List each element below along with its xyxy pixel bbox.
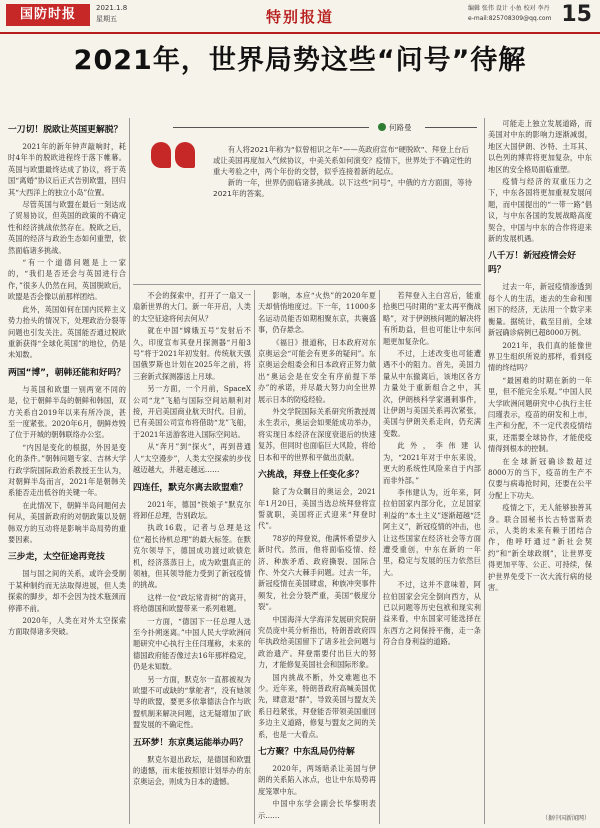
article-paragraph: 78岁的拜登说，他满怀希望步入新时代。然而，他将面临疫情、经济、种族矛盾、政府撕裂、国际合作、外交六大棘手问题。过去一年，新冠疫情在美国肆虐，种族冲突事件频发，社会分裂严重，美国“极度分裂”。 [258, 533, 376, 612]
intro-box [133, 118, 481, 285]
article-paragraph: 执政16载，记者与总理是这位“超长待机总理”的最大标签。在默克尔领导下，德国成功渡过欧债危机，经济蒸蒸日上，成为欧盟真正的领袖，但其领导能力受到了新冠疫情的挑战。 [133, 523, 251, 590]
column-divider [379, 290, 380, 824]
article-paragraph: 不过，这并不意味着，阿拉伯国家会完全倒向西方，从已以问题等历史包袱和现实利益来看，中东国家可能选择在东西方之间保持平衡，走一条符合自身利益的道路。 [383, 580, 481, 647]
subheading: 六挑战，拜登上任变化多？ [258, 470, 364, 481]
article-paragraph: 影响，本应“火热”的2020年夏天却悄悄地度过。下一年，11000多名运动员能否如期相聚东京，共襄盛事，仍存悬念。 [258, 291, 376, 335]
issue-weekday: 星期五 [96, 15, 117, 23]
article-paragraph: 在全球新冠确诊数超过8000万的当下，疫苗的生产不仅要与病毒抢时间，还要在公平分配上下功夫。 [488, 456, 592, 500]
issue-date: 2021.1.8 [96, 4, 128, 12]
subheading: 一刀切！脱欧让英国更解脱？ [8, 125, 123, 135]
article-paragraph: 不会的探索中，打开了一扇又一扇新世界的大门。新一年开启，人类的太空征途将何去何从？ [133, 291, 251, 323]
article-paragraph: 另一方面，默克尔一直都被视为欧盟不可或缺的“掌舵者”，没有她领导的欧盟，要更多依靠德法合作与欧盟机制来解决问题，这无疑增加了欧盟发展的不确定性。 [133, 674, 251, 730]
article-column-1 [8, 118, 126, 824]
article-paragraph: 另一方面，一个月前，SpaceX公司“龙”飞船与国际空间站顺利对接，开启美国商业航天时代。目前，已有美国公司宣布将借助“龙”飞船，于2021年送游客进入国际空间站。 [133, 384, 251, 439]
subheading: 七方聚？中东乱局仍待解 [258, 747, 355, 758]
article-column-3 [258, 290, 376, 824]
subheading: 两国“博”，朝韩还能和好吗？ [8, 367, 126, 378]
article-paragraph: 2021年的新年钟声敲响时，耗时4年半的脱欧进程终于落下帷幕。英国与欧盟最终达成了协议，将于英国“离婚”协议后正式告别欧盟，回归其“大西洋上的独立小岛”位置。 [8, 142, 126, 197]
article-paragraph: 外交学院国际关系研究所教授周永生表示，奥运会如果能成功举办，将实现日本经济在深度衰退后的快速复苏，但同时也面临巨大风险，将给日本和平的世界和平做出贡献。 [258, 407, 376, 462]
source-note: （据中国新闻网） [541, 815, 590, 822]
intro-paragraph: 有人将2021年称为“似曾相识之年”——英政府宣布“硬脱欧”、拜登上台后或让美国再度加入气候协议，中美关系如何演变？疫情下，世界处于不确定性的重大考验之中，两个年份的交替，似乎连接着新的起点。 [213, 145, 472, 176]
article-paragraph: 疫情与经济的双重压力之下，中东各国将更加重视发展问题，而中国提出的“一带一路”倡议，与中东各国的发展战略高度契合，中国与中东的合作将迎来新的发展机遇。 [488, 177, 592, 244]
article-paragraph: 李伟建认为，近年来，阿拉伯国家内部分化，立足国家利益的“本土主义”逐渐超越“泛阿主义”，新冠疫情的冲击，也让这些国家在经济社会等方面遭受重创，中东在新的一年里，稳定与发展的压力依然巨大。 [383, 487, 481, 577]
article-paragraph: 尽管英国与欧盟在最后一刻达成了贸易协议，但英国的政策的不确定性和经济挑战依然存在。脱欧之后，英国的经济与政治生态如何重塑，依然面临诸多挑战。 [8, 200, 126, 255]
newspaper-logo: 国防时报 [6, 4, 90, 26]
section-title: 特别报道 [265, 8, 334, 26]
article-paragraph: “内因是变化的根据，外因是变化的条件。”朝韩问题专家、吉林大学行政学院国际政治系教授王生认为，对朝鲜半岛而言，2021年是朝韩关系能否走出低谷的关键一年。 [8, 442, 126, 498]
article-paragraph: 若拜登入主白宫后，能重拾奥巴马时期的“亚太再平衡战略”，对于伊朗核问题的解决将有所助益，但也可能让中东问题更加复杂化。 [383, 291, 481, 346]
article-paragraph: 国与国之间的关系，或许会受制于某种制约而无法取得进展，但人类探索的脚步，却不会因为技术瓶颈而停滞不前。 [8, 569, 126, 613]
article-paragraph: 疫情之下，无人能够独善其身。联合国秘书长古特雷斯表示，人类的未来有赖于团结合作，他呼吁通过“新社会契约”和“新全球政纲”，让世界变得更加平等、公正、可持续，保护世界免受下一次大流行病的侵害。 [488, 503, 592, 593]
article-paragraph: 一方面，“德国下一任总理人选至今扑朔迷离。”中国人民大学欧洲问题研究中心执行主任闫瑾称，未来的德国政府能否像过去16年那样稳定，仍是未知数。 [133, 616, 251, 672]
article-paragraph: 2020年，人类在对外太空探索方面取得诸多突破。 [8, 616, 126, 637]
subheading: 八千万！新冠疫情会好吗？ [488, 251, 576, 276]
byline [378, 122, 412, 133]
article-paragraph: “最困难的时期在新的一年里，但不能完全乐观。”中国人民大学欧洲问题研究中心执行主任闫瑾表示，疫苗的研发和上市，生产和分配，不一定代表疫情结束，还需要全球协作，才能使疫情得到根本的控制。 [488, 375, 592, 454]
article-column-4 [383, 290, 481, 824]
article-paragraph: 默克尔退出政坛，是德国和欧盟的遗憾，而未能按照原计划举办的东京奥运会，则成为日本的遗憾。 [133, 754, 251, 787]
article-column-5 [488, 118, 592, 824]
subheading: 五环梦！东京奥运能举办吗？ [133, 737, 248, 748]
article-paragraph: 中国中东学会副会长华黎明表示…… [258, 799, 376, 820]
article-paragraph: 过去一年，新冠疫情渗透到每个人的生活，逝去的生命和围困下的经济，无法用一个数字来衡量。据统计，截至目前，全球新冠确诊病例已超8000万例。 [488, 282, 592, 338]
article-paragraph: 可能走上独立发展道路，而美国对中东的影响力逐渐减弱，地区大国伊朗、沙特、土耳其、以色列的博弈将更加复杂，中东地区的安全格局面临重塑。 [488, 119, 592, 174]
article-paragraph: 中国海洋大学海洋发展研究院研究员庞中英分析指出，特朗普政府四年执政给美国留下了诸多社会问题与政治遗产。拜登需要付出巨大的努力，才能修复美国社会和国际形象。 [258, 614, 376, 670]
editor-names: 编辑 张伟 设计 小鱼 校对 李丹 [468, 5, 550, 12]
article-paragraph: “有一个道德问题是上一家的，“我们是否还会与英国进行合作，”很多人仍然在问，英国脱欧后，欧盟是否会像以前那样团结。 [8, 258, 126, 302]
subheading: 三步走，太空征途再竞技 [8, 552, 105, 563]
article-paragraph: 2020年，两场暗杀让美国与伊朗的关系陷入冰点，也让中东局势再度笼罩中东。 [258, 764, 376, 796]
byline-author: 何路曼 [389, 123, 412, 132]
page-number: 15 [561, 2, 592, 27]
quote-mark-icon [147, 138, 201, 192]
intro-paragraph: 新的一年，世界仍面临诸多挑战。以下这些“问号”，中俄的方方面面，等待2021年的答案。 [213, 178, 472, 198]
article-paragraph: 从“奔月”到“探火”，再到普通人“太空漫步”，人类太空探索的步伐越迈越大，并越走越远…… [133, 442, 251, 475]
article-paragraph: 这样一位“政坛常青树”的离开，将给德国和欧盟带来一系列难题。 [133, 592, 251, 614]
article-paragraph: 与英国和欧盟一别两宽不同的是，位于朝鲜半岛的朝鲜和韩国，双方关系自2019年以来有所冷淡，甚至一度紧张。2020年6月，朝鲜炸毁了位于开城的朝韩联络办公室。 [8, 384, 126, 440]
article-paragraph: 此外，李伟建认为，“2021年对于中东来说，更大的系统性风险来自于内部而非外部。” [383, 441, 481, 485]
article-paragraph: 此外，英国如何在国内民粹主义势力抬头的情况下，处理政治分裂等问题也引发关注。英国能否通过脱欧重新获得“全球化英国”的地位，仍是未知数。 [8, 304, 126, 360]
article-paragraph: 2021年，我们真的能像世界卫生组织所说的那样，看到疫情的终结吗？ [488, 340, 592, 373]
editor-email: e-mail:825708309@qq.com [468, 15, 552, 22]
editor-credits [468, 4, 551, 24]
masthead [0, 0, 600, 34]
byline-rule-left [173, 127, 369, 128]
article-paragraph: 2021年，德国“铁娘子”默克尔将卸任总理，告别政坛。 [133, 499, 251, 520]
article-paragraph: 《福日》报道称，日本政府对东京奥运会“可能会有更多的疑问”。东京奥运会组委会和日本政府正努力做出“奥运会是在安全有序前提下举办”的承诺，并尽最大努力向全世界展示日本的防疫经验。 [258, 337, 376, 404]
subheading: 四连任，默克尔离去欧盟难？ [133, 482, 248, 493]
pen-icon [378, 123, 386, 131]
byline-rule-right [425, 127, 477, 128]
column-divider [129, 118, 130, 824]
page-headline: 2021年，世界局势这些“问号”待解 [73, 45, 527, 76]
column-divider [484, 118, 485, 824]
article-paragraph: 国内挑战不断，外交难题也不少。近年来，特朗普政府高喊美国优先，肆意退“群”，导致美国与盟友关系日趋紧张，拜登能否带领美国重回多边主义道路，修复与盟友之间的关系，也是一大看点。 [258, 672, 376, 739]
article-paragraph: 除了为众瞩目的奥运会，2021年1月20日，美国当选总统拜登将宣誓就职，美国将正式迎来“拜登时代”。 [258, 487, 376, 531]
intro-text [213, 144, 475, 199]
article-column-2 [133, 290, 251, 824]
article-paragraph: 不过，上述改变也可能遭遇不小的阻力。首先，美国力量从中东撤离后，该地区各方力量处于重新组合之中，其次，伊朗核科学家遇刺事件，让伊朗与美国关系再次紧张，美国与伊朗关系走向，仍充满变数。 [383, 349, 481, 438]
column-divider [254, 290, 255, 824]
article-paragraph: 在此情况下，朝鲜半岛问题何去何从，美国新政府的对朝政策以及朝韩双方的互动将是影响半岛局势的重要因素。 [8, 500, 126, 544]
article-paragraph: 就在中国“嫦娥五号”发射后不久，印度宣布其登月探测器“月船3号”将于2021年初发射。传统航天强国俄罗斯也计划在2025年之前，将三套新式探测器送上月球。 [133, 326, 251, 381]
